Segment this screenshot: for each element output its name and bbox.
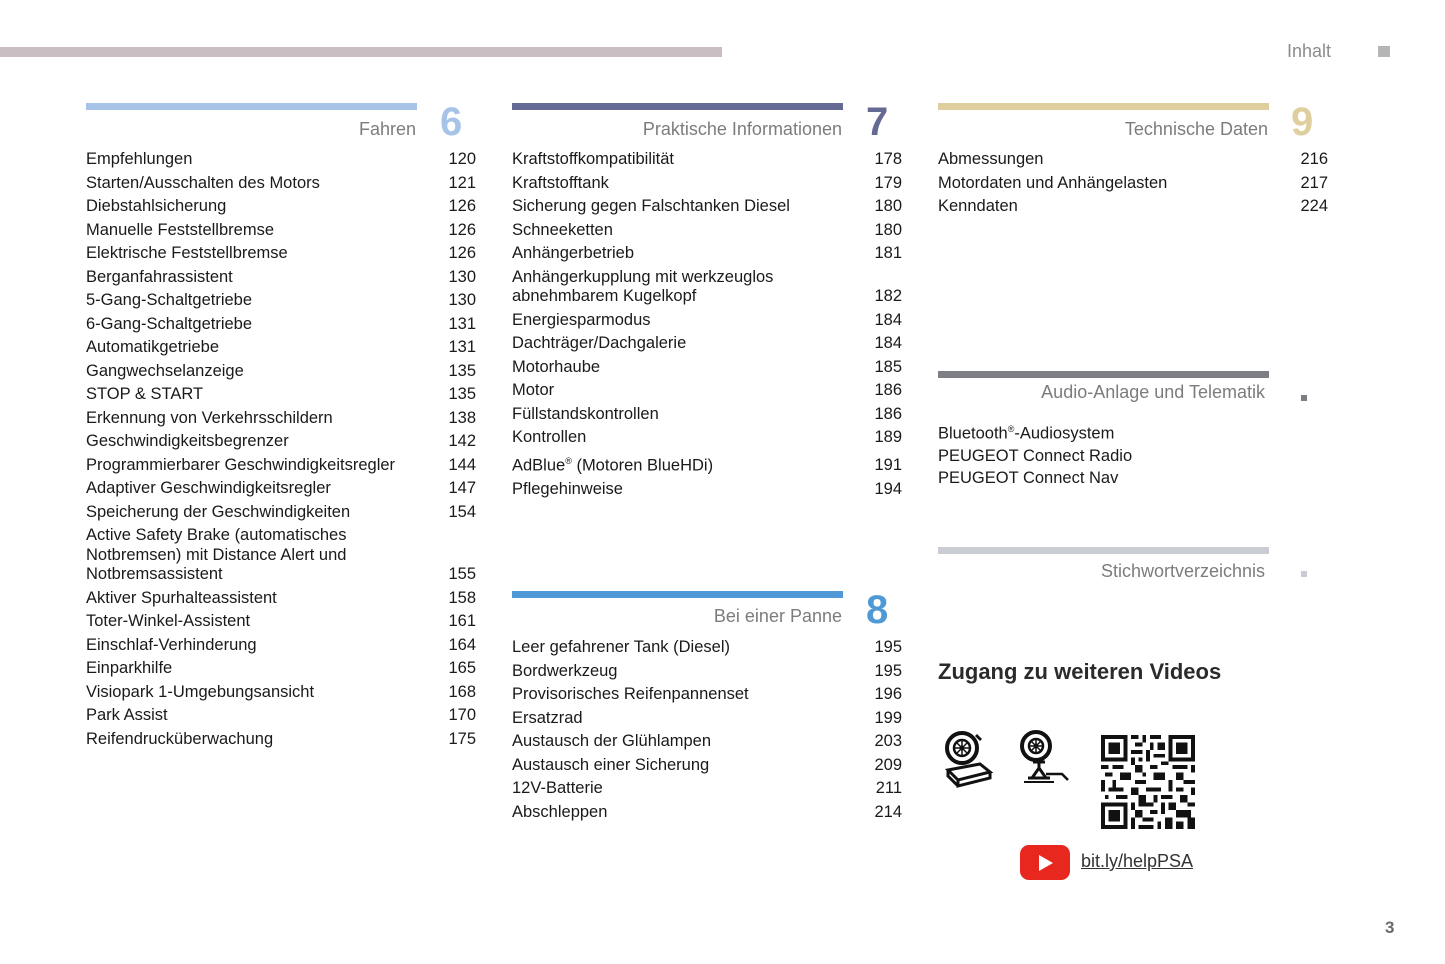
toc-entry-page: 189 — [874, 428, 902, 446]
toc-entry-label: 5-Gang-Schaltgetriebe — [86, 291, 253, 309]
toc-entry-label: Empfehlungen — [86, 150, 193, 168]
toc-entry-page: 120 — [448, 150, 476, 168]
toc-entry-label: Park Assist — [86, 706, 168, 724]
toc-entry-page: 126 — [448, 220, 476, 239]
toc-entry[interactable] — [86, 338, 476, 362]
toc-entry-label: Manuelle Feststellbremse — [86, 220, 274, 239]
toc-entry-label: Toter-Winkel-Assistent — [86, 612, 251, 630]
toc-entry[interactable] — [86, 362, 476, 386]
toc-entry-page: 131 — [448, 338, 476, 356]
audio-title: Audio-Anlage und Telematik — [1041, 382, 1265, 402]
toc-entry-label: Visiopark 1-Umgebungsansicht — [86, 682, 315, 701]
toc-entry-label: Sicherung gegen Falschtanken Diesel — [512, 197, 790, 215]
toc-entry-label: Abschleppen — [512, 802, 608, 821]
toc-entry-page: 144 — [448, 455, 476, 474]
fahren-title: Fahren — [358, 119, 416, 139]
toc-entry[interactable] — [86, 730, 476, 754]
audio-item[interactable]: PEUGEOT Connect Radio — [938, 446, 1133, 465]
toc-entry-page: 199 — [874, 708, 902, 727]
panne-toc — [512, 638, 902, 826]
toc-entry-page: 175 — [448, 729, 476, 748]
toc-entry-label: Erkennung von Verkehrsschildern — [86, 408, 333, 427]
toc-entry-label: Dachträger/Dachgalerie — [512, 334, 687, 352]
toc-entry-label: Kraftstoffkompatibilität — [512, 150, 675, 168]
toc-entry-page: 224 — [1300, 197, 1328, 215]
toc-entry-label: 6-Gang-Schaltgetriebe — [86, 314, 253, 333]
toc-entry[interactable] — [86, 636, 476, 660]
toc-entry[interactable] — [86, 197, 476, 221]
toc-entry-label: 12V-Batterie — [512, 779, 603, 797]
toc-entry-label: Energiesparmodus — [512, 310, 651, 329]
toc-entry[interactable] — [512, 381, 902, 405]
technische-bar — [938, 103, 1269, 110]
toc-entry-page: 138 — [448, 408, 476, 427]
toc-entry-page: 154 — [448, 502, 476, 521]
toc-entry-label: Austausch einer Sicherung — [512, 755, 710, 774]
toc-entry-page: 196 — [874, 685, 902, 703]
toc-entry-label: Kontrollen — [512, 428, 587, 446]
toc-entry-label: Motordaten und Anhängelasten — [938, 173, 1168, 192]
toc-entry-page: 131 — [448, 314, 476, 333]
toc-entry-label: Ersatzrad — [512, 708, 583, 727]
toc-entry-label: Anhängerbetrieb — [512, 244, 635, 262]
toc-entry[interactable] — [512, 803, 902, 827]
toc-entry-page: 186 — [874, 381, 902, 399]
toc-entry[interactable] — [512, 150, 902, 174]
toc-entry-label: Motor — [512, 381, 555, 399]
toc-entry[interactable] — [512, 334, 902, 358]
toc-entry[interactable] — [512, 638, 902, 662]
toc-entry-page: 180 — [874, 220, 902, 239]
toc-entry-page: 186 — [874, 404, 902, 423]
toc-entry[interactable] — [86, 221, 476, 245]
toc-entry[interactable] — [86, 589, 476, 613]
toc-entry-label: Provisorisches Reifenpannenset — [512, 685, 749, 703]
toc-entry-page: 180 — [874, 197, 902, 215]
toc-entry-page: 184 — [874, 334, 902, 352]
toc-entry-label: Gangwechselanzeige — [86, 361, 244, 380]
toc-entry-label: Motorhaube — [512, 357, 601, 376]
toc-entry-label: Kenndaten — [938, 197, 1018, 215]
toc-entry-page: 130 — [448, 267, 476, 286]
technische-toc — [938, 150, 1328, 221]
toc-entry-label: Diebstahlsicherung — [86, 197, 227, 215]
toc-entry-label: Starten/Ausschalten des Motors — [86, 173, 320, 192]
toc-entry-label: Leer gefahrener Tank (Diesel) — [512, 638, 730, 656]
toc-entry[interactable] — [512, 268, 902, 311]
toc-entry-label: Kraftstofftank — [512, 173, 609, 192]
toc-entry-label: Abmessungen — [938, 150, 1044, 168]
toc-entry[interactable] — [938, 174, 1328, 198]
praktische-title: Praktische Informationen — [642, 119, 842, 139]
toc-entry-page: 182 — [874, 287, 902, 305]
panne-bar — [512, 591, 843, 598]
toc-entry-label: Einschlaf-Verhinderung — [86, 635, 257, 654]
toc-entry[interactable] — [512, 358, 902, 382]
toc-entry[interactable] — [86, 526, 476, 589]
toc-entry[interactable] — [86, 268, 476, 292]
toc-entry-page: 216 — [1300, 150, 1328, 168]
toc-entry[interactable] — [86, 385, 476, 409]
toc-entry-label: Anhängerkupplung mit werkzeuglos abnehmbarem Kugelkopf — [512, 267, 774, 305]
technische-title: Technische Daten — [1124, 119, 1268, 139]
toc-entry-page: 126 — [448, 197, 476, 215]
toc-entry[interactable] — [86, 432, 476, 456]
toc-entry[interactable] — [512, 311, 902, 335]
toc-entry-page: 178 — [874, 150, 902, 168]
videos-title: Zugang zu weiteren Videos — [938, 659, 1222, 684]
toc-entry[interactable] — [512, 221, 902, 245]
toc-entry-page: 217 — [1300, 173, 1328, 192]
audio-square-icon — [1301, 395, 1307, 401]
toc-entry[interactable] — [512, 662, 902, 686]
toc-entry-page: 164 — [448, 635, 476, 654]
toc-entry-label: Adaptiver Geschwindigkeitsregler — [86, 479, 331, 497]
audio-item[interactable]: PEUGEOT Connect Nav — [938, 468, 1119, 487]
stichwort-title: Stichwortverzeichnis — [1100, 561, 1265, 581]
toc-entry[interactable] — [86, 315, 476, 339]
toc-entry[interactable] — [86, 683, 476, 707]
toc-entry-page: 147 — [448, 479, 476, 497]
toc-entry-page: 181 — [874, 244, 902, 262]
toc-entry[interactable] — [86, 291, 476, 315]
youtube-icon[interactable] — [1020, 845, 1070, 880]
wheel-jack-icon[interactable] — [1018, 730, 1074, 791]
praktische-toc — [512, 150, 902, 503]
toc-entry[interactable] — [512, 709, 902, 733]
tyre-repair-kit-icon[interactable] — [942, 730, 994, 793]
toc-entry[interactable] — [512, 428, 902, 452]
toc-entry-page: 203 — [874, 732, 902, 750]
toc-entry[interactable] — [86, 659, 476, 683]
toc-entry[interactable] — [512, 685, 902, 709]
toc-entry-page: 135 — [448, 361, 476, 380]
toc-entry-page: 209 — [874, 755, 902, 774]
toc-entry-label: Active Safety Brake (automatisches Notbremsen) mit Distance Alert und Notbremsassistent — [86, 526, 347, 583]
praktische-number: 7 — [866, 100, 889, 144]
video-link[interactable]: bit.ly/helpPSA — [1081, 851, 1194, 871]
header-title: Inhalt — [1287, 41, 1332, 61]
toc-entry[interactable] — [512, 405, 902, 429]
toc-entry-page: 130 — [448, 291, 476, 309]
toc-entry-label: Schneeketten — [512, 220, 613, 239]
toc-entry[interactable] — [938, 197, 1328, 221]
panne-title: Bei einer Panne — [713, 606, 842, 626]
toc-entry[interactable] — [86, 174, 476, 198]
toc-entry-page: 168 — [448, 682, 476, 701]
toc-entry[interactable] — [512, 779, 902, 803]
audio-item[interactable]: Bluetooth®-Audiosystem — [938, 424, 1115, 443]
toc-entry[interactable] — [512, 174, 902, 198]
toc-entry-page: 185 — [874, 357, 902, 376]
audio-bar — [938, 371, 1269, 378]
toc-entry-label: Einparkhilfe — [86, 659, 173, 677]
toc-entry-page: 155 — [448, 565, 476, 583]
toc-entry-page: 126 — [448, 244, 476, 262]
toc-entry-page: 121 — [448, 173, 476, 192]
toc-entry[interactable] — [86, 150, 476, 174]
toc-entry[interactable] — [512, 452, 902, 480]
fahren-bar — [86, 103, 417, 110]
toc-entry-page: 214 — [874, 802, 902, 821]
toc-entry-page: 135 — [448, 385, 476, 403]
toc-entry[interactable] — [512, 756, 902, 780]
toc-entry-label: Automatikgetriebe — [86, 338, 219, 356]
toc-entry[interactable] — [86, 706, 476, 730]
toc-entry[interactable] — [512, 732, 902, 756]
toc-entry-label: Austausch der Glühlampen — [512, 732, 712, 750]
qr-code-icon[interactable] — [1101, 735, 1195, 834]
toc-entry-page: 142 — [448, 432, 476, 450]
toc-entry-label: Pflegehinweise — [512, 479, 623, 498]
stichwort-bar — [938, 547, 1269, 554]
toc-entry-page: 195 — [874, 661, 902, 680]
toc-entry[interactable] — [86, 479, 476, 503]
toc-entry-label: Reifendrucküberwachung — [86, 729, 274, 748]
toc-entry[interactable] — [86, 612, 476, 636]
toc-entry-page: 211 — [875, 779, 902, 797]
toc-entry-page: 170 — [448, 706, 476, 724]
top-decor-bar — [0, 47, 722, 57]
toc-entry[interactable] — [512, 480, 902, 504]
audio-list — [938, 418, 1132, 489]
toc-entry-label: Elektrische Feststellbremse — [86, 244, 288, 262]
toc-entry-page: 195 — [874, 638, 902, 656]
toc-entry-label: STOP & START — [86, 385, 204, 403]
toc-entry-page: 194 — [874, 479, 902, 498]
toc-entry-label: Aktiver Spurhalteassistent — [86, 588, 277, 607]
toc-entry-label: Geschwindigkeitsbegrenzer — [86, 432, 289, 450]
toc-entry[interactable] — [86, 503, 476, 527]
toc-entry[interactable] — [512, 244, 902, 268]
toc-entry-label: Speicherung der Geschwindigkeiten — [86, 502, 351, 521]
toc-entry-page: 165 — [448, 659, 476, 677]
toc-entry-page: 158 — [448, 588, 476, 607]
toc-entry-label: Berganfahrassistent — [86, 267, 233, 286]
toc-entry-page: 184 — [874, 310, 902, 329]
technische-number: 9 — [1291, 100, 1314, 144]
toc-entry-page: 191 — [874, 456, 902, 474]
fahren-number: 6 — [440, 100, 463, 144]
header-square-icon — [1378, 46, 1390, 57]
panne-number: 8 — [866, 588, 889, 632]
toc-entry-page: 161 — [448, 612, 476, 630]
toc-entry[interactable] — [86, 244, 476, 268]
toc-entry[interactable] — [938, 150, 1328, 174]
toc-entry[interactable] — [512, 197, 902, 221]
toc-entry[interactable] — [86, 409, 476, 433]
praktische-bar — [512, 103, 843, 110]
page-number: 3 — [1385, 918, 1395, 937]
toc-entry-label: Füllstandskontrollen — [512, 404, 659, 423]
stichwort-square-icon — [1301, 571, 1307, 577]
toc-entry-label: Programmierbarer Geschwindigkeitsregler — [86, 455, 396, 474]
fahren-toc — [86, 150, 476, 753]
toc-entry-label: AdBlue® (Motoren BlueHDi) — [512, 455, 714, 474]
toc-entry-page: 179 — [874, 173, 902, 192]
toc-entry-label: Bordwerkzeug — [512, 661, 618, 680]
toc-entry[interactable] — [86, 456, 476, 480]
